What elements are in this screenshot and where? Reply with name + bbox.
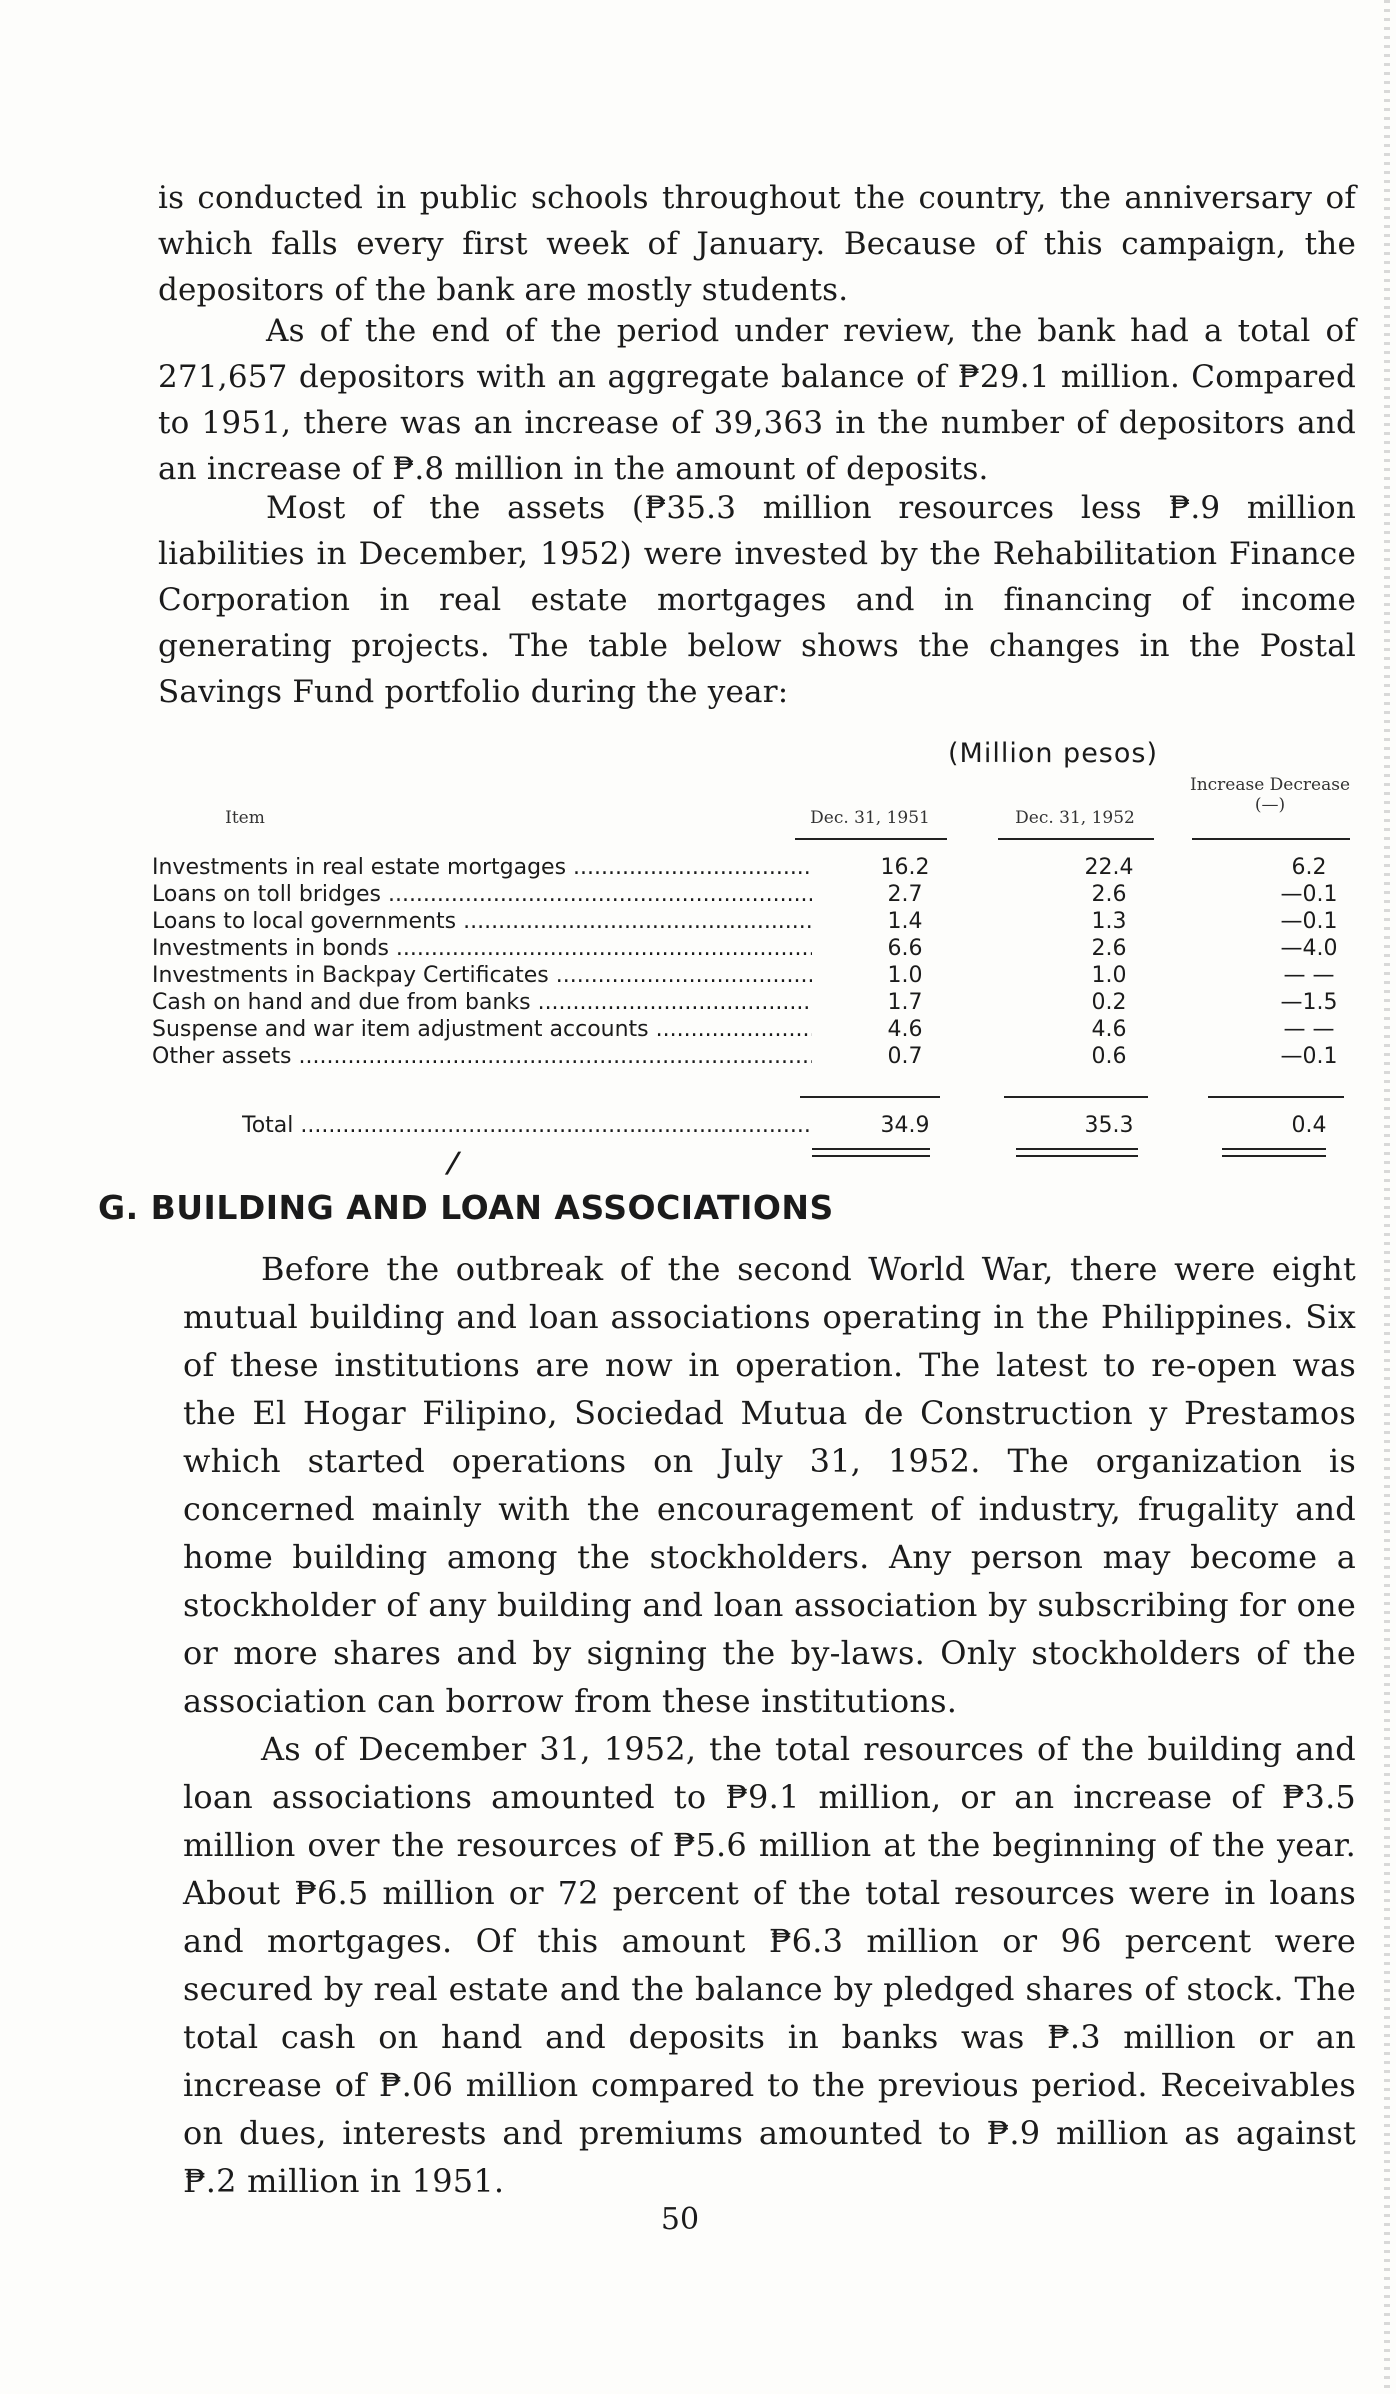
value-change: 6.2	[1291, 855, 1327, 880]
subtotal-rule-change	[1208, 1096, 1344, 1098]
header-dec-1951: Dec. 31, 1951	[810, 808, 930, 828]
row-label: Other assets .....	[152, 1043, 812, 1070]
value-1951: 1.4	[887, 909, 923, 934]
paragraph-campaign: is conducted in public schools throughout the country, the anniversary of which falls every first week of January. Because of this campaign, the depositors of the bank are mostly students.	[158, 180, 1356, 308]
value-1952: 0.6	[1091, 1044, 1127, 1069]
paragraph-assets: Most of the assets (₱35.3 million resources less ₱.9 million liabilities in December, 1952) were invested by the Rehabilitation Finance Corporation in real estate mortgages and in financing of income generating projects. The table below shows the changes in the Postal Savings Fund portfolio during the year:	[158, 490, 1356, 710]
row-label: Cash on hand and due from banks .....	[152, 989, 812, 1016]
value-1952: 22.4	[1084, 855, 1134, 880]
value-1951: 4.6	[887, 1017, 923, 1042]
table-row	[152, 881, 1352, 908]
table-row	[152, 989, 1352, 1016]
value-1952: 1.3	[1091, 909, 1127, 934]
paragraph-depositors: As of the end of the period under review, the bank had a total of 271,657 depositors with an aggregate balance of ₱29.1 million. Compared to 1951, there was an increase of 39,363 in the number of depositors and an increase of ₱.8 million in the amount of deposits.	[158, 313, 1356, 487]
stray-pen-mark: /	[443, 1146, 463, 1179]
subtotal-rule-1952	[1004, 1096, 1148, 1098]
row-label: Suspense and war item adjustment accounts .....	[152, 1016, 812, 1043]
row-label: Investments in real estate mortgages .....	[152, 854, 812, 881]
row-label: Investments in Backpay Certificates .....	[152, 962, 812, 989]
total-double-rule-1952	[1016, 1148, 1138, 1157]
value-1952: 2.6	[1091, 936, 1127, 961]
paragraph-building-loan: Before the outbreak of the second World War, there were eight mutual building and loan associations operating in the Philippines. Six of these institutions are now in operation. The latest to re-open was the El Hogar Filipino, Sociedad Mutua de Construction y Prestamos which started operations on July 31, 1952. The organization is concerned mainly with the encouragement of industry, frugality and home building among the stockholders. Any person may become a stockholder of any building and loan association by subscribing for one or more shares and by signing the by-laws. Only stockholders of the association can borrow from these institutions.	[183, 1250, 1356, 1720]
total-1952: 35.3	[1084, 1113, 1134, 1138]
table-row	[152, 1016, 1352, 1043]
value-1951: 2.7	[887, 882, 923, 907]
scan-edge-artifact	[1384, 0, 1390, 2394]
header-rule-change	[1192, 838, 1350, 840]
table-row	[152, 935, 1352, 962]
total-change: 0.4	[1291, 1113, 1327, 1138]
value-1952: 1.0	[1091, 963, 1127, 988]
header-item: Item	[225, 808, 265, 828]
value-1952: 0.2	[1091, 990, 1127, 1015]
header-change: Increase Decrease (—)	[1189, 775, 1350, 815]
value-1951: 1.7	[887, 990, 923, 1015]
table-row	[152, 854, 1352, 881]
value-1951: 6.6	[887, 936, 923, 961]
value-change: —4.0	[1280, 936, 1338, 961]
value-change: — —	[1283, 1017, 1335, 1042]
total-double-rule-1951	[812, 1148, 930, 1157]
value-1951: 0.7	[887, 1044, 923, 1069]
section-heading: G. BUILDING AND LOAN ASSOCIATIONS	[98, 1188, 834, 1227]
table-unit-heading: (Million pesos)	[948, 738, 1158, 769]
row-label: Loans to local governments .....	[152, 908, 812, 935]
value-change: —0.1	[1280, 882, 1338, 907]
value-change: —0.1	[1280, 1044, 1338, 1069]
header-dec-1952: Dec. 31, 1952	[1015, 808, 1135, 828]
row-label: Loans on toll bridges .....	[152, 881, 812, 908]
value-change: —1.5	[1280, 990, 1338, 1015]
total-double-rule-change	[1222, 1148, 1326, 1157]
row-label: Investments in bonds .....	[152, 935, 812, 962]
value-1952: 2.6	[1091, 882, 1127, 907]
total-1951: 34.9	[880, 1113, 930, 1138]
total-label: Total .....	[242, 1112, 812, 1139]
header-rule-1951	[795, 838, 947, 840]
value-1952: 4.6	[1091, 1017, 1127, 1042]
table-row	[152, 962, 1352, 989]
page-number: 50	[660, 2202, 700, 2237]
value-change: —0.1	[1280, 909, 1338, 934]
paragraph-resources: As of December 31, 1952, the total resources of the building and loan associations amounted to ₱9.1 million, or an increase of ₱3.5 million over the resources of ₱5.6 million at the beginning of the year. About ₱6.5 million or 72 percent of the total resources were in loans and mortgages. Of this amount ₱6.3 million or 96 percent were secured by real estate and the balance by pledged shares of stock. The total cash on hand and deposits in banks was ₱.3 million or an increase of ₱.06 million compared to the previous period. Receivables on dues, interests and premiums amounted to ₱.9 million as against ₱.2 million in 1951.	[183, 1730, 1356, 2200]
value-change: — —	[1283, 963, 1335, 988]
total-row	[152, 1112, 1352, 1139]
table-row	[152, 1043, 1352, 1070]
value-1951: 16.2	[880, 855, 930, 880]
value-1951: 1.0	[887, 963, 923, 988]
subtotal-rule-1951	[800, 1096, 940, 1098]
table-row	[152, 908, 1352, 935]
header-rule-1952	[998, 838, 1154, 840]
